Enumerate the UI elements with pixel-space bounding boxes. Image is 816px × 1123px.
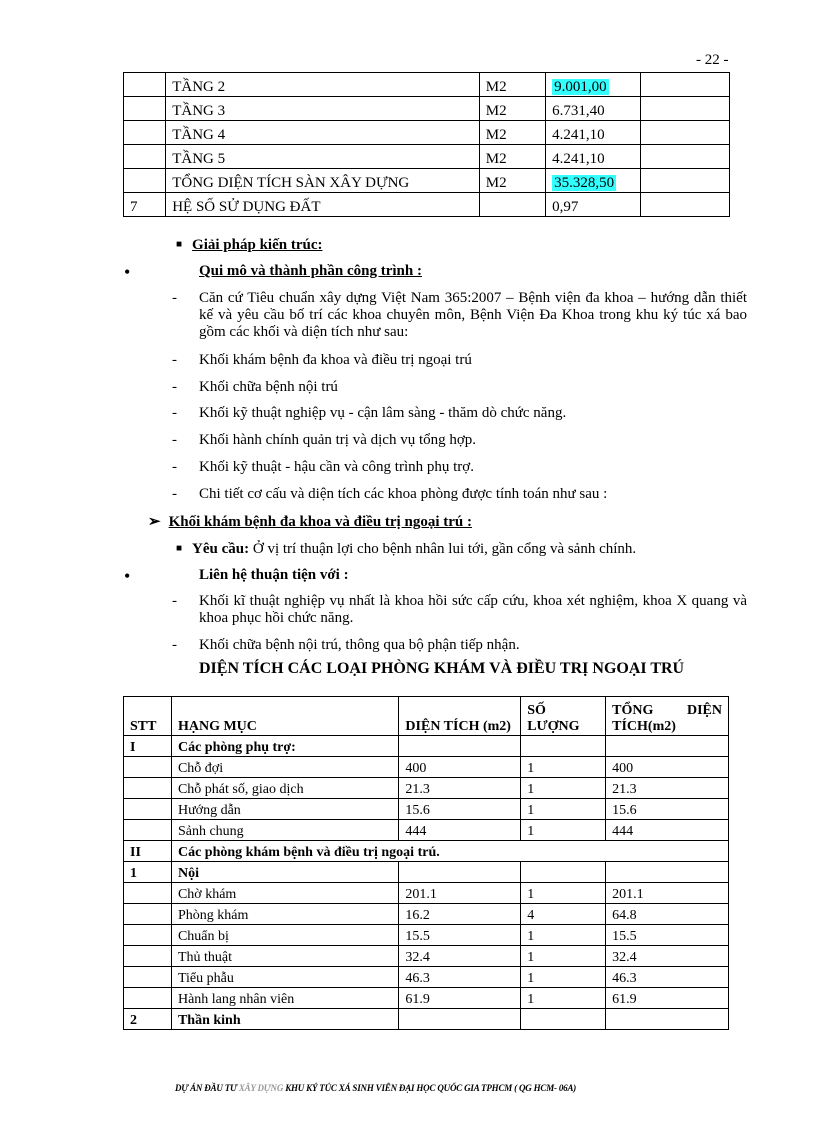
cell-num — [124, 145, 166, 169]
heading-solution: ■ Giải pháp kiến trúc: — [176, 237, 323, 253]
cell-num: 7 — [124, 193, 166, 217]
cell-total: 444 — [606, 820, 729, 841]
cell-stt: II — [124, 841, 172, 862]
cell-area — [399, 862, 521, 883]
cell-item: Các phòng khám bệnh và điều trị ngoại trú. — [171, 841, 728, 862]
header-item: HẠNG MỤC — [171, 697, 398, 736]
cell-qty — [521, 1009, 606, 1030]
cell-item: TỔNG DIỆN TÍCH SÀN XÂY DỰNG — [166, 169, 480, 193]
cell-area: 61.9 — [399, 988, 521, 1009]
table-row — [124, 121, 730, 145]
cell-area: 400 — [399, 757, 521, 778]
floor-area-table — [123, 72, 730, 217]
cell-stt — [124, 946, 172, 967]
cell-num — [124, 169, 166, 193]
cell-unit: M2 — [479, 121, 545, 145]
cell-total: 15.6 — [606, 799, 729, 820]
cell-num — [124, 73, 166, 97]
cell-value: 35.328,50 — [546, 169, 640, 193]
cell-unit: M2 — [479, 73, 545, 97]
cell-qty: 1 — [521, 820, 606, 841]
table-row — [124, 97, 730, 121]
cell-item: Các phòng phụ trợ: — [171, 736, 398, 757]
dash-bullet: - — [172, 459, 177, 475]
cell-unit: M2 — [479, 145, 545, 169]
table-row — [124, 820, 729, 841]
cell-total: 400 — [606, 757, 729, 778]
cell-qty: 4 — [521, 904, 606, 925]
cell-value: 4.241,10 — [546, 121, 640, 145]
cell-total: 46.3 — [606, 967, 729, 988]
cell-item: Hành lang nhân viên — [171, 988, 398, 1009]
table-row — [124, 169, 730, 193]
requirement-line: ■ Yêu cầu: Ở vị trí thuận lợi cho bệnh nhân lui tới, gần cổng và sảnh chính. — [176, 541, 637, 557]
cell-note — [640, 97, 729, 121]
round-bullet-icon: • — [124, 262, 131, 282]
cell-value: 4.241,10 — [546, 145, 640, 169]
area-table — [123, 696, 729, 1030]
cell-stt: 2 — [124, 1009, 172, 1030]
table-row — [124, 925, 729, 946]
cell-item: Phòng khám — [171, 904, 398, 925]
cell-item: TẦNG 4 — [166, 121, 480, 145]
header-area: DIỆN TÍCH (m2) — [399, 697, 521, 736]
dash-bullet: - — [172, 290, 177, 306]
cell-total: 64.8 — [606, 904, 729, 925]
cell-stt: I — [124, 736, 172, 757]
cell-item: Nội — [171, 862, 398, 883]
page-footer: DỰ ÁN ĐẦU TƯ XÂY DỰNG KHU KÝ TÚC XÁ SINH VIÊN ĐẠI HỌC QUỐC GIA TPHCM ( QG HCM- 06A) — [175, 1083, 577, 1093]
dash-bullet: - — [172, 405, 177, 421]
cell-unit — [479, 193, 545, 217]
table-row — [124, 757, 729, 778]
cell-note — [640, 169, 729, 193]
cell-item: Chỗ đợi — [171, 757, 398, 778]
table-row — [124, 193, 730, 217]
cell-stt — [124, 778, 172, 799]
cell-area: 201.1 — [399, 883, 521, 904]
dash-bullet: - — [172, 593, 177, 609]
cell-stt — [124, 757, 172, 778]
page-number: - 22 - — [696, 52, 729, 68]
table-row — [124, 73, 730, 97]
cell-item: TẦNG 5 — [166, 145, 480, 169]
cell-item: TẦNG 2 — [166, 73, 480, 97]
cell-qty: 1 — [521, 988, 606, 1009]
cell-total: 32.4 — [606, 946, 729, 967]
dash-bullet: - — [172, 352, 177, 368]
cell-total — [606, 736, 729, 757]
cell-note — [640, 145, 729, 169]
cell-stt — [124, 883, 172, 904]
header-qty: SỐ LƯỢNG — [521, 697, 606, 736]
cell-area: 15.6 — [399, 799, 521, 820]
table-row — [124, 145, 730, 169]
cell-area: 46.3 — [399, 967, 521, 988]
intro-paragraph: Căn cứ Tiêu chuẩn xây dựng Việt Nam 365:2007 – Bệnh viện đa khoa – hướng dẫn thiết kế và yêu cầu bố trí các khoa chuyên môn, Bệnh Viện Đa Khoa trong khu ký túc xá bao gồm các khối và diện tích như sau: — [199, 290, 747, 340]
cell-qty: 1 — [521, 967, 606, 988]
cell-item: HỆ SỐ SỬ DỤNG ĐẤT — [166, 193, 480, 217]
block-item: Khối kỹ thuật - hậu cần và công trình phụ trợ. — [199, 459, 474, 475]
cell-qty: 1 — [521, 925, 606, 946]
cell-stt — [124, 925, 172, 946]
cell-stt — [124, 967, 172, 988]
cell-area: 21.3 — [399, 778, 521, 799]
cell-qty — [521, 736, 606, 757]
header-stt: STT — [124, 697, 172, 736]
cell-item: Chuẩn bị — [171, 925, 398, 946]
block-item: Khối hành chính quản trị và dịch vụ tổng hợp. — [199, 432, 477, 448]
cell-total — [606, 862, 729, 883]
table-row — [124, 778, 729, 799]
cell-note — [640, 73, 729, 97]
cell-stt — [124, 799, 172, 820]
square-bullet-icon: ■ — [176, 239, 183, 250]
block-item: Khối chữa bệnh nội trú — [199, 379, 338, 395]
cell-total: 15.5 — [606, 925, 729, 946]
cell-total: 61.9 — [606, 988, 729, 1009]
contact-2: Khối chữa bệnh nội trú, thông qua bộ phận tiếp nhận. — [199, 637, 520, 653]
heading-contact: Liên hệ thuận tiện với : — [199, 567, 349, 583]
table-row — [124, 736, 729, 757]
table-row — [124, 841, 729, 862]
table-row — [124, 946, 729, 967]
cell-unit: M2 — [479, 169, 545, 193]
cell-item: Sảnh chung — [171, 820, 398, 841]
cell-item: Hướng dẫn — [171, 799, 398, 820]
contact-1: Khối kĩ thuật nghiệp vụ nhất là khoa hồi sức cấp cứu, khoa xét nghiệm, khoa X quang và khoa phục hồi chức năng. — [199, 593, 747, 626]
table-row — [124, 862, 729, 883]
table-row — [124, 988, 729, 1009]
cell-area — [399, 1009, 521, 1030]
dash-bullet: - — [172, 486, 177, 502]
cell-item: Tiểu phẫu — [171, 967, 398, 988]
cell-stt: 1 — [124, 862, 172, 883]
cell-value: 6.731,40 — [546, 97, 640, 121]
heading-scale: Qui mô và thành phần công trình : — [199, 263, 422, 279]
table-row — [124, 904, 729, 925]
table-header-row — [124, 697, 729, 736]
cell-total: 21.3 — [606, 778, 729, 799]
cell-total: 201.1 — [606, 883, 729, 904]
block-item: Chi tiết cơ cấu và diện tích các khoa phòng được tính toán như sau : — [199, 486, 608, 502]
round-bullet-icon: • — [124, 566, 131, 586]
block-item: Khối khám bệnh đa khoa và điều trị ngoại trú — [199, 352, 472, 368]
cell-item: Chỗ phát số, giao dịch — [171, 778, 398, 799]
cell-qty: 1 — [521, 883, 606, 904]
cell-qty: 1 — [521, 778, 606, 799]
cell-value: 9.001,00 — [546, 73, 640, 97]
cell-qty: 1 — [521, 799, 606, 820]
dash-bullet: - — [172, 637, 177, 653]
cell-note — [640, 121, 729, 145]
header-total: TỔNG DIỆN TÍCH(m2) — [606, 697, 729, 736]
cell-qty — [521, 862, 606, 883]
cell-item: TẦNG 3 — [166, 97, 480, 121]
cell-area: 16.2 — [399, 904, 521, 925]
dash-bullet: - — [172, 379, 177, 395]
table-row — [124, 967, 729, 988]
block-item: Khối kỹ thuật nghiệp vụ - cận lâm sàng - thăm dò chức năng. — [199, 405, 567, 421]
cell-item: Chờ khám — [171, 883, 398, 904]
cell-area: 15.5 — [399, 925, 521, 946]
cell-note — [640, 193, 729, 217]
heading-clinic: ➢ Khối khám bệnh đa khoa và điều trị ngoại trú : — [148, 514, 472, 530]
cell-area: 32.4 — [399, 946, 521, 967]
cell-stt — [124, 904, 172, 925]
cell-item: Thần kinh — [171, 1009, 398, 1030]
cell-area: 444 — [399, 820, 521, 841]
cell-stt — [124, 988, 172, 1009]
dash-bullet: - — [172, 432, 177, 448]
cell-qty: 1 — [521, 757, 606, 778]
table-row — [124, 883, 729, 904]
table-row — [124, 1009, 729, 1030]
cell-total — [606, 1009, 729, 1030]
cell-qty: 1 — [521, 946, 606, 967]
cell-num — [124, 97, 166, 121]
arrow-bullet-icon: ➢ — [148, 514, 161, 530]
cell-area — [399, 736, 521, 757]
cell-num — [124, 121, 166, 145]
cell-value: 0,97 — [546, 193, 640, 217]
cell-stt — [124, 820, 172, 841]
cell-item: Thủ thuật — [171, 946, 398, 967]
square-bullet-icon: ■ — [176, 543, 183, 554]
table-title: DIỆN TÍCH CÁC LOẠI PHÒNG KHÁM VÀ ĐIỀU TRỊ NGOẠI TRÚ — [199, 660, 685, 677]
table-row — [124, 799, 729, 820]
cell-unit: M2 — [479, 97, 545, 121]
